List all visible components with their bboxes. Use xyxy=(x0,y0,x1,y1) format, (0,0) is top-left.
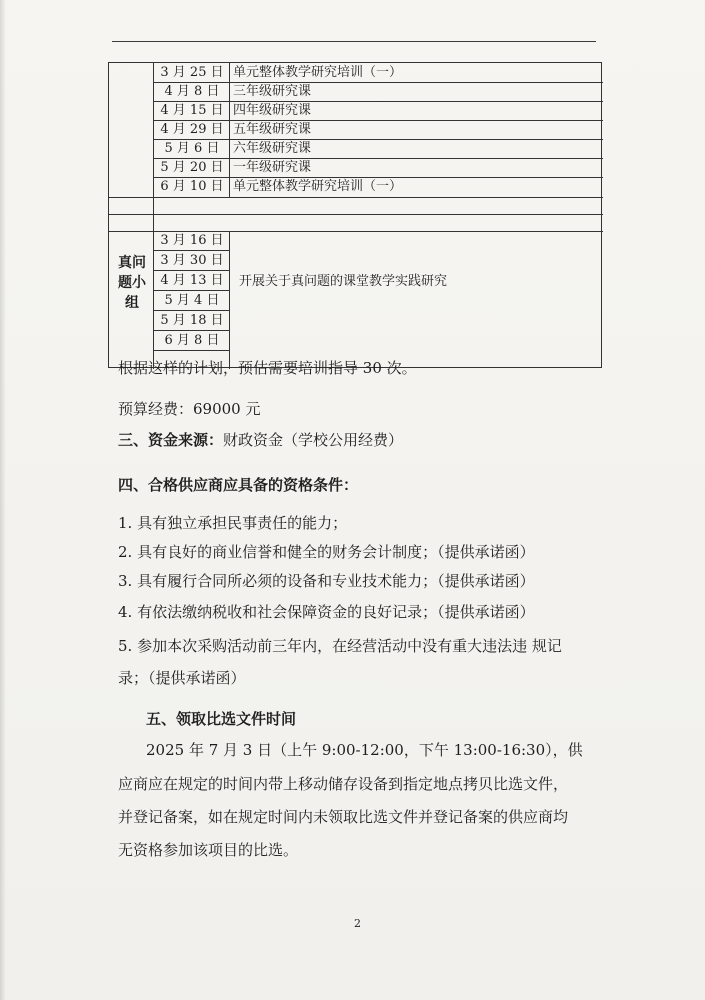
table-cell-date: 4 月 29 日 xyxy=(160,122,224,137)
header-rule xyxy=(112,41,596,42)
table-row-line xyxy=(153,310,229,311)
table-cell-content: 五年级研究课 xyxy=(233,122,312,137)
table-row-line xyxy=(153,290,229,291)
table-cell-date: 4 月 15 日 xyxy=(160,103,224,118)
condition-item: 3. 具有履行合同所必须的设备和专业技术能力；（提供承诺函） xyxy=(118,572,535,590)
group-date: 5 月 18 日 xyxy=(160,313,224,328)
condition-item: 2. 具有良好的商业信誉和健全的财务会计制度；（提供承诺函） xyxy=(118,543,535,561)
table-row-line xyxy=(153,250,229,251)
table-cell-content: 一年级研究课 xyxy=(233,160,312,175)
group-label: 真问题小组 xyxy=(118,255,146,311)
section-5-line: 无资格参加该项目的比选。 xyxy=(118,841,299,859)
section-5-line: 应商应在规定的时间内带上移动储存设备到指定地点拷贝比选文件， xyxy=(118,775,569,793)
section-3 xyxy=(118,429,403,451)
schedule-table xyxy=(108,62,602,368)
budget-line: 预算经费：69000 元 xyxy=(118,400,261,418)
table-cell-content: 单元整体教学研究培训（一） xyxy=(233,179,403,194)
condition-item: 录；（提供承诺函） xyxy=(118,669,246,687)
section-5-line: 并登记备案，如在规定时间内未领取比选文件并登记备案的供应商均 xyxy=(118,808,569,826)
group-date: 4 月 13 日 xyxy=(160,273,224,288)
section-5-title: 五、领取比选文件时间 xyxy=(146,710,297,728)
page-edge-shadow xyxy=(0,0,6,1000)
group-content: 开展关于真问题的课堂教学实践研究 xyxy=(239,274,448,289)
table-row-line xyxy=(109,214,603,215)
table-cell-content: 三年级研究课 xyxy=(233,84,312,99)
table-col-divider-left xyxy=(153,63,154,369)
table-cell-date: 6 月 10 日 xyxy=(160,179,224,194)
table-cell-date: 5 月 20 日 xyxy=(160,160,224,175)
table-cell-date: 3 月 25 日 xyxy=(160,65,224,80)
table-row-line xyxy=(153,270,229,271)
table-cell-content: 四年级研究课 xyxy=(233,103,312,118)
condition-item: 1. 具有独立承担民事责任的能力； xyxy=(118,514,348,532)
table-row-line xyxy=(153,350,229,351)
group-date: 3 月 16 日 xyxy=(160,233,224,248)
section-4-title: 四、合格供应商应具备的资格条件： xyxy=(118,476,359,494)
table-col-divider-date-bottom xyxy=(229,231,230,369)
table-cell-date: 4 月 8 日 xyxy=(164,84,220,99)
group-date: 6 月 8 日 xyxy=(164,333,220,348)
group-date: 3 月 30 日 xyxy=(160,253,224,268)
section-3-title: 三、资金来源： xyxy=(118,431,224,449)
table-row-line xyxy=(153,330,229,331)
table-cell-content: 单元整体教学研究培训（一） xyxy=(233,65,403,80)
table-cell-content: 六年级研究课 xyxy=(233,141,312,156)
condition-item: 4. 有依法缴纳税收和社会保障资金的良好记录；（提供承诺函） xyxy=(118,603,535,621)
section-5-line: 2025 年 7 月 3 日（上午 9:00-12:00，下午 13:00-16:30），供 xyxy=(146,741,583,759)
plan-note: 根据这样的计划，预估需要培训指导 30 次。 xyxy=(118,359,417,377)
group-date: 5 月 4 日 xyxy=(164,293,220,308)
section-3-value: 财政资金（学校公用经费） xyxy=(223,431,404,449)
table-row-line xyxy=(109,197,603,198)
table-cell-date: 5 月 6 日 xyxy=(164,141,220,156)
condition-item: 5. 参加本次采购活动前三年内，在经营活动中没有重大违法违 规记 xyxy=(118,637,562,655)
page-number: 2 xyxy=(354,917,361,930)
